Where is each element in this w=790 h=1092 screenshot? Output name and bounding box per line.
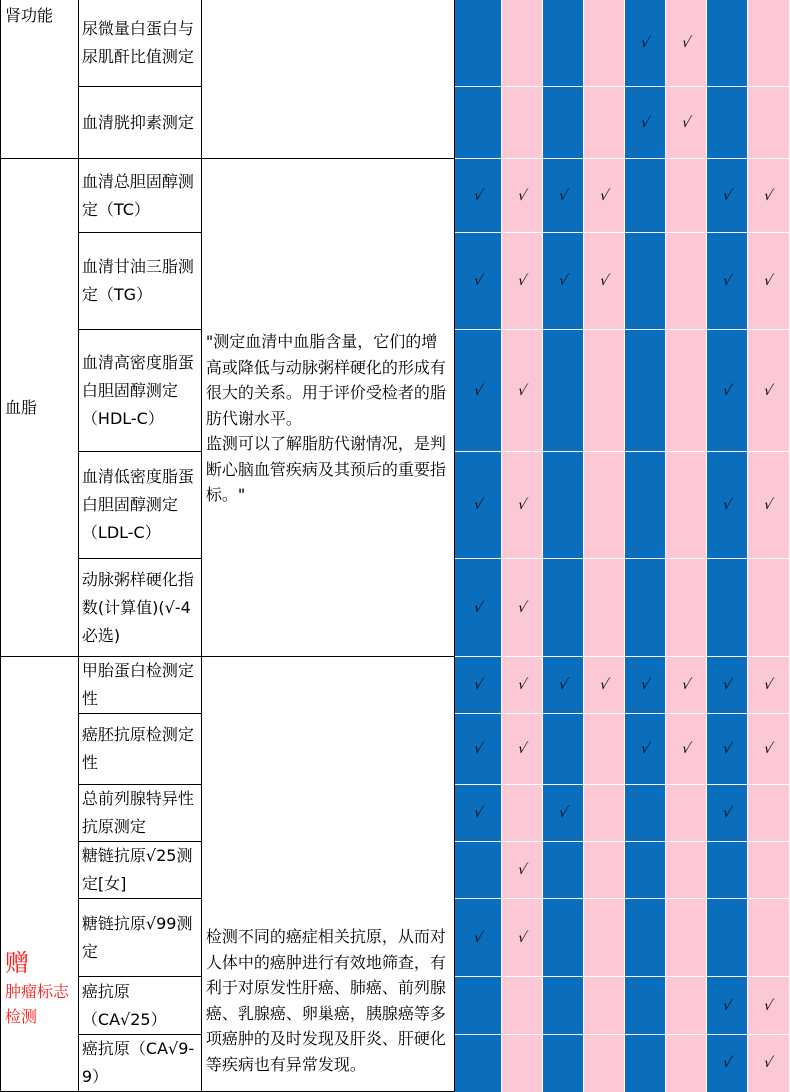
package-2-cell <box>502 87 543 159</box>
gift-label: 赠 <box>5 949 29 977</box>
category-label: 肾功能 <box>5 6 54 25</box>
item-name-cell <box>78 1035 201 1092</box>
package-6-cell <box>666 714 707 785</box>
checkmark-icon: √ <box>762 497 775 513</box>
item-name: 尿微量白蛋白与尿肌酐比值测定 <box>81 18 194 66</box>
package-5-cell <box>625 657 666 714</box>
package-8-cell <box>748 87 790 159</box>
checkmark-icon: √ <box>557 273 570 289</box>
package-4-cell <box>584 842 625 899</box>
package-8-cell <box>748 899 790 977</box>
checkmark-icon: √ <box>557 187 570 204</box>
checkmark-icon: √ <box>516 862 529 878</box>
checkmark-icon: √ <box>516 382 529 399</box>
package-2-cell <box>502 714 543 785</box>
checkmark-icon: √ <box>762 273 775 289</box>
item-name-cell <box>78 159 201 233</box>
description-text: "测定血清中血脂含量，它们的增高或降低与动脉粥样硬化的形成有很大的关系。用于评价受检者的脂肪代谢水平。 监测可以了解脂肪代谢情况，是判断心脑血管疾病及其预后的重要指标。" <box>205 332 446 505</box>
package-7-cell <box>707 0 748 87</box>
package-8-cell <box>748 0 790 87</box>
package-7-cell <box>707 233 748 330</box>
checkmark-icon: √ <box>679 677 693 693</box>
checkmark-icon: √ <box>762 1055 775 1072</box>
package-7-cell <box>707 1035 748 1092</box>
package-8-cell <box>748 842 790 899</box>
item-name-cell <box>78 0 201 87</box>
description-text: 检测不同的癌症相关抗原，从而对人体中的癌肿进行有效地筛查，有利于对原发性肝癌、肺癌、前列腺癌、乳腺癌、卵巢癌，胰腺癌等多项癌肿的及时发现及肝炎、肝硬化等疾病也有异常发现。 <box>205 927 446 1074</box>
package-5-cell <box>625 785 666 842</box>
package-2-cell <box>502 233 543 330</box>
package-3-cell <box>543 330 584 452</box>
package-8-cell <box>748 159 790 233</box>
checkmark-icon: √ <box>720 1055 734 1072</box>
package-5-cell <box>625 842 666 899</box>
item-name-cell <box>78 714 201 785</box>
package-2-cell <box>502 657 543 714</box>
package-3-cell <box>543 657 584 714</box>
package-7-cell <box>707 559 748 657</box>
package-4-cell <box>584 785 625 842</box>
item-name-cell <box>78 559 201 657</box>
item-name: 糖链抗原√99测定 <box>81 913 193 961</box>
package-3-cell <box>543 1035 584 1092</box>
checkmark-icon: √ <box>516 677 529 693</box>
package-5-cell <box>625 899 666 977</box>
package-3-cell <box>543 233 584 330</box>
package-6-cell <box>666 842 707 899</box>
item-name: 甲胎蛋白检测定性 <box>81 661 194 708</box>
checkmark-icon: √ <box>720 497 734 513</box>
package-5-cell <box>625 330 666 452</box>
package-4-cell <box>584 977 625 1035</box>
checkmark-icon: √ <box>720 187 734 204</box>
item-name-cell <box>78 842 201 899</box>
checkmark-icon: √ <box>472 741 485 757</box>
package-2-cell <box>502 785 543 842</box>
package-6-cell <box>666 977 707 1035</box>
item-name-cell <box>78 785 201 842</box>
package-5-cell <box>625 1035 666 1092</box>
checkmark-icon: √ <box>598 273 611 289</box>
item-name-cell <box>78 452 201 559</box>
item-name-cell <box>78 87 201 159</box>
package-2-cell <box>502 159 543 233</box>
checkmark-icon: √ <box>720 997 734 1014</box>
checkmark-icon: √ <box>720 273 734 289</box>
package-7-cell <box>707 899 748 977</box>
checkmark-icon: √ <box>516 599 529 616</box>
checkmark-icon: √ <box>472 187 485 204</box>
package-2-cell <box>502 559 543 657</box>
package-7-cell <box>707 977 748 1035</box>
package-7-cell <box>707 842 748 899</box>
package-4-cell <box>584 87 625 159</box>
package-1-cell <box>455 899 502 977</box>
item-name: 血清低密度脂蛋白胆固醇测定（LDL-C） <box>81 467 194 542</box>
item-name: 血清高密度脂蛋白胆固醇测定（HDL-C） <box>81 352 194 428</box>
package-4-cell <box>584 0 625 87</box>
package-3-cell <box>543 0 584 87</box>
checkmark-icon: √ <box>516 929 529 946</box>
checkmark-icon: √ <box>598 677 611 693</box>
item-name: 动脉粥样硬化指数(计算值)(√-4必选) <box>81 569 194 645</box>
checkmark-icon: √ <box>472 273 485 289</box>
description-cell <box>201 159 455 657</box>
package-1-cell <box>455 330 502 452</box>
package-5-cell <box>625 0 666 87</box>
package-2-cell <box>502 842 543 899</box>
package-2-cell <box>502 330 543 452</box>
checkmark-icon: √ <box>762 677 775 693</box>
checkmark-icon: √ <box>679 114 693 131</box>
package-1-cell <box>455 233 502 330</box>
package-8-cell <box>748 330 790 452</box>
package-4-cell <box>584 559 625 657</box>
description-cell <box>201 657 455 1092</box>
package-4-cell <box>584 233 625 330</box>
package-4-cell <box>584 1035 625 1092</box>
checkmark-icon: √ <box>720 382 734 399</box>
package-3-cell <box>543 977 584 1035</box>
package-6-cell <box>666 785 707 842</box>
checkmark-icon: √ <box>557 677 570 693</box>
checkmark-icon: √ <box>472 929 485 946</box>
checkmark-icon: √ <box>762 741 775 757</box>
item-name: 癌胚抗原检测定性 <box>81 725 194 772</box>
package-7-cell <box>707 159 748 233</box>
item-name: 糖链抗原√25测定[女] <box>81 846 193 893</box>
category-cell <box>1 657 79 1092</box>
package-2-cell <box>502 1035 543 1092</box>
checkmark-icon: √ <box>557 805 570 821</box>
package-3-cell <box>543 159 584 233</box>
package-7-cell <box>707 785 748 842</box>
checkmark-icon: √ <box>638 677 652 693</box>
checkmark-icon: √ <box>516 497 529 513</box>
package-1-cell <box>455 159 502 233</box>
package-4-cell <box>584 899 625 977</box>
item-name-cell <box>78 330 201 452</box>
package-6-cell <box>666 899 707 977</box>
checkmark-icon: √ <box>598 187 611 204</box>
package-1-cell <box>455 1035 502 1092</box>
item-name: 癌抗原（CA√25） <box>81 981 167 1029</box>
package-7-cell <box>707 714 748 785</box>
package-7-cell <box>707 452 748 559</box>
checkmark-icon: √ <box>638 34 652 51</box>
checkmark-icon: √ <box>472 599 485 616</box>
package-6-cell <box>666 1035 707 1092</box>
package-4-cell <box>584 159 625 233</box>
checkmark-icon: √ <box>638 114 652 131</box>
package-2-cell <box>502 977 543 1035</box>
checkmark-icon: √ <box>472 677 485 693</box>
package-5-cell <box>625 159 666 233</box>
package-5-cell <box>625 87 666 159</box>
table-row <box>1 657 790 714</box>
item-name-cell <box>78 977 201 1035</box>
item-name-cell <box>78 233 201 330</box>
package-3-cell <box>543 899 584 977</box>
package-5-cell <box>625 452 666 559</box>
package-3-cell <box>543 559 584 657</box>
category-label: 血脂 <box>5 397 38 417</box>
package-1-cell <box>455 0 502 87</box>
checkmark-icon: √ <box>516 741 529 757</box>
checkmark-icon: √ <box>516 187 529 204</box>
package-3-cell <box>543 452 584 559</box>
package-1-cell <box>455 452 502 559</box>
package-2-cell <box>502 0 543 87</box>
package-1-cell <box>455 842 502 899</box>
package-8-cell <box>748 233 790 330</box>
package-6-cell <box>666 657 707 714</box>
package-4-cell <box>584 657 625 714</box>
checkmark-icon: √ <box>472 805 485 821</box>
package-3-cell <box>543 714 584 785</box>
table-body <box>1 0 790 1092</box>
package-3-cell <box>543 87 584 159</box>
package-5-cell <box>625 559 666 657</box>
package-1-cell <box>455 785 502 842</box>
package-2-cell <box>502 899 543 977</box>
table-row <box>1 0 790 87</box>
description-cell <box>201 0 455 159</box>
package-7-cell <box>707 87 748 159</box>
package-1-cell <box>455 977 502 1035</box>
package-5-cell <box>625 714 666 785</box>
package-6-cell <box>666 559 707 657</box>
package-1-cell <box>455 87 502 159</box>
package-8-cell <box>748 977 790 1035</box>
item-name: 血清胱抑素测定 <box>81 112 194 132</box>
package-2-cell <box>502 452 543 559</box>
package-8-cell <box>748 1035 790 1092</box>
item-name: 血清甘油三脂测定（TG） <box>81 257 194 304</box>
package-3-cell <box>543 785 584 842</box>
package-4-cell <box>584 714 625 785</box>
package-8-cell <box>748 559 790 657</box>
package-8-cell <box>748 785 790 842</box>
checkmark-icon: √ <box>762 997 775 1014</box>
package-3-cell <box>543 842 584 899</box>
checkmark-icon: √ <box>762 382 775 399</box>
item-name-cell <box>78 899 201 977</box>
package-6-cell <box>666 87 707 159</box>
package-6-cell <box>666 233 707 330</box>
item-name-cell <box>78 657 201 714</box>
package-1-cell <box>455 559 502 657</box>
category-cell <box>1 159 79 657</box>
checkmark-icon: √ <box>472 382 485 399</box>
item-name: 总前列腺特异性抗原测定 <box>81 789 194 836</box>
package-7-cell <box>707 657 748 714</box>
checkmark-icon: √ <box>720 677 734 693</box>
package-4-cell <box>584 330 625 452</box>
package-1-cell <box>455 714 502 785</box>
checkmark-icon: √ <box>679 34 693 51</box>
item-name: 癌抗原（CA√9-9） <box>81 1039 195 1086</box>
package-8-cell <box>748 714 790 785</box>
category-label: 肿瘤标志检测 <box>5 982 70 1026</box>
checkmark-icon: √ <box>762 187 775 204</box>
package-6-cell <box>666 0 707 87</box>
package-7-cell <box>707 330 748 452</box>
checkmark-icon: √ <box>638 741 652 757</box>
package-8-cell <box>748 657 790 714</box>
checkmark-icon: √ <box>679 741 693 757</box>
package-6-cell <box>666 452 707 559</box>
checkmark-icon: √ <box>720 741 734 757</box>
package-6-cell <box>666 330 707 452</box>
item-name: 血清总胆固醇测定（TC） <box>81 171 194 219</box>
category-cell <box>1 0 79 159</box>
table-row <box>1 159 790 233</box>
package-4-cell <box>584 452 625 559</box>
package-1-cell <box>455 657 502 714</box>
checkmark-icon: √ <box>516 273 529 289</box>
checkmark-icon: √ <box>472 497 485 513</box>
package-5-cell <box>625 977 666 1035</box>
checkmark-icon: √ <box>720 805 734 821</box>
package-8-cell <box>748 452 790 559</box>
package-6-cell <box>666 159 707 233</box>
package-5-cell <box>625 233 666 330</box>
